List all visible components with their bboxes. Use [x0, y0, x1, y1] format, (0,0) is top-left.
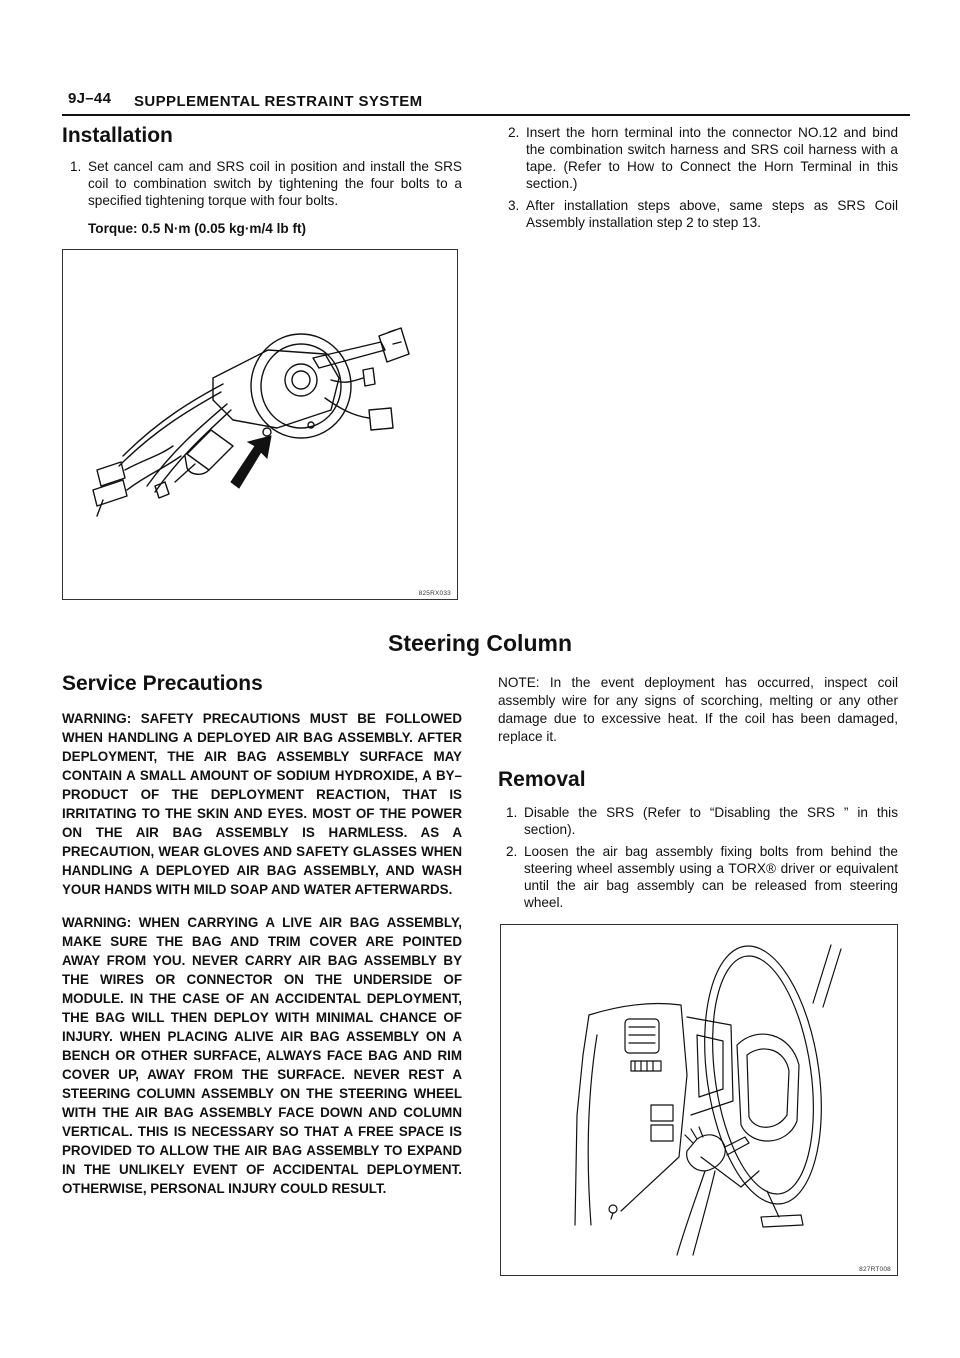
- step-text: After installation steps above, same steps as SRS Coil Assembly installation step 2 to step 13.: [526, 198, 898, 230]
- steering-column-heading: Steering Column: [387, 630, 572, 656]
- step-text: Insert the horn terminal into the connector NO.12 and bind the combination switch harness and SRS coil harness with a tape. (Refer to How to Connect the Horn Terminal in this section.): [526, 125, 898, 191]
- step-number: 2.: [508, 125, 520, 140]
- warning-live-airbag: WARNING: WHEN CARRYING A LIVE AIR BAG ASSEMBLY, MAKE SURE THE BAG AND TRIM COVER ARE POINTED AWAY FROM YOU. NEVER CARRY AIR BAG ASSEMBLY BY THE WIRES OR CONNECTOR ON THE UNDERSIDE OF MODULE. IN THE CASE OF AN ACCIDENTAL DEPLOYMENT, THE BAG WILL THEN DEPLOY WITH MINIMAL CHANCE OF INJURY. WHEN PLACING ALIVE AIR BAG ASSEMBLY ON A BENCH OR OTHER SURFACE, ALWAYS FACE BAG AND RIM COVER UP, AWAY FROM THE SURFACE. NEVER REST A STEERING COLUMN ASSEMBLY ON THE STEERING WHEEL WITH THE AIR BAG ASSEMBLY FACE DOWN AND COLUMN VERTICAL. THIS IS NECESSARY SO THAT A FREE SPACE IS PROVIDED TO ALLOW THE AIR BAG ASSEMBLY TO EXPAND IN THE UNLIKELY EVENT OF ACCIDENTAL DEPLOYMENT. OTHERWISE, PERSONAL INJURY COULD RESULT.: [62, 915, 462, 1196]
- installation-step-2: [500, 124, 898, 192]
- torque-spec: Torque: 0.5 N·m (0.05 kg·m/4 lb ft): [88, 221, 307, 236]
- step-number: 1.: [506, 805, 518, 820]
- step-number: 1.: [70, 159, 82, 174]
- step-number: 2.: [506, 844, 518, 859]
- deployment-note: NOTE: In the event deployment has occurred, inspect coil assembly wire for any signs of scorching, melting or any other damage due to excessive heat. If the coil has been damaged, replace it.: [498, 675, 898, 744]
- removal-step-2: [498, 843, 898, 911]
- page-number: 9J–44: [68, 90, 112, 107]
- figure-code: 825RX033: [418, 590, 451, 597]
- steering-wheel-illustration: [501, 925, 897, 1275]
- combination-switch-figure: [62, 249, 458, 600]
- header-rule: [62, 114, 910, 116]
- step-text: Set cancel cam and SRS coil in position and install the SRS coil to combination switch by tightening the four bolts to a specified tightening torque with four bolts.: [88, 159, 462, 208]
- installation-step-3: [500, 197, 898, 231]
- warnings-block: [62, 709, 462, 1212]
- removal-steps: [498, 804, 898, 916]
- installation-steps-right: [500, 124, 898, 236]
- removal-step-1: [498, 804, 898, 838]
- step-text: Loosen the air bag assembly fixing bolts from behind the steering wheel assembly using a TORX® driver or equivalent until the air bag assembly can be released from steering wheel.: [524, 844, 898, 910]
- running-header-title: SUPPLEMENTAL RESTRAINT SYSTEM: [134, 93, 423, 110]
- combination-switch-illustration: [63, 250, 457, 599]
- installation-steps-left: [62, 158, 462, 214]
- step-text: Disable the SRS (Refer to “Disabling the SRS ” in this section).: [524, 805, 898, 837]
- installation-heading: Installation: [62, 124, 173, 147]
- installation-step-1: [62, 158, 462, 209]
- step-number: 3.: [508, 198, 520, 213]
- service-precautions-heading: Service Precautions: [62, 672, 263, 695]
- figure-code: 827RT008: [859, 1266, 891, 1273]
- removal-heading: Removal: [498, 768, 586, 791]
- warning-deployed-airbag: WARNING: SAFETY PRECAUTIONS MUST BE FOLLOWED WHEN HANDLING A DEPLOYED AIR BAG ASSEMBLY. AFTER DEPLOYMENT, THE AIR BAG ASSEMBLY SURFACE MAY CONTAIN A SMALL AMOUNT OF SODIUM HYDROXIDE, A BY–PRODUCT OF THE DEPLOYMENT REACTION, THAT IS IRRITATING TO THE SKIN AND EYES. MOST OF THE POWER ON THE AIR BAG ASSEMBLY IS HARMLESS. AS A PRECAUTION, WEAR GLOVES AND SAFETY GLASSES WHEN HANDLING A DEPLOYED AIR BAG ASSEMBLY, AND WASH YOUR HANDS WITH MILD SOAP AND WATER AFTERWARDS.: [62, 711, 462, 897]
- steering-wheel-removal-figure: [500, 924, 898, 1276]
